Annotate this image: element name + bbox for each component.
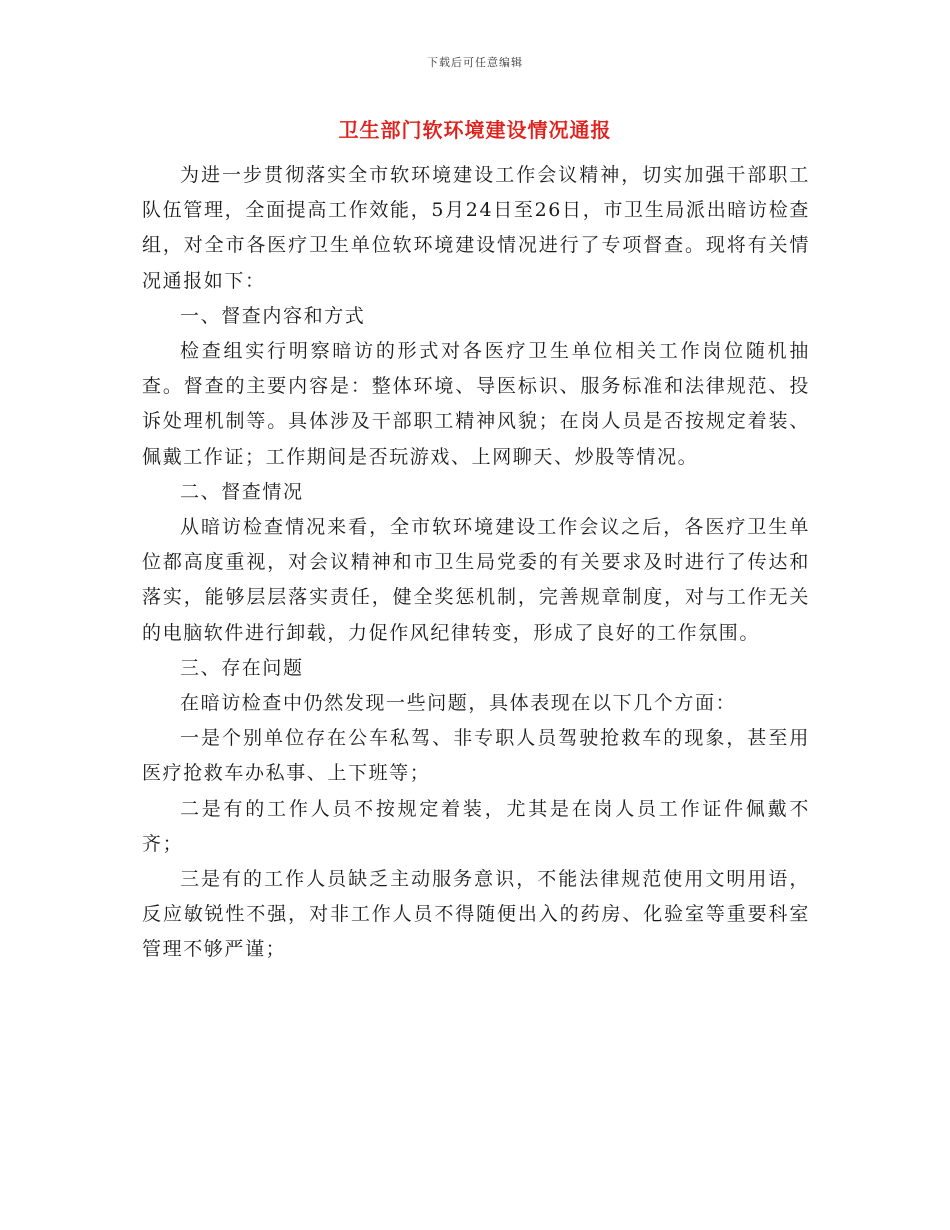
paragraph-problem-3: 三是有的工作人员缺乏主动服务意识，不能法律规范使用文明用语，反应敏锐性不强，对非工作人员不得随便出入的药房、化验室等重要科室管理不够严谨； [142,868,810,961]
paragraph-problems-intro: 在暗访检查中仍然发现一些问题，具体表现在以下几个方面： [180,692,737,715]
paragraph-intro: 为进一步贯彻落实全市软环境建设工作会议精神，切实加强干部职工队伍管理，全面提高工作效能，5月24日至26日，市卫生局派出暗访检查组，对全市各医疗卫生单位软环境建设情况进行了专项督查。现将有关情况通报如下： [142,164,810,292]
section-heading-2: 二、督查情况 [180,480,304,503]
paragraph-inspection-method: 检查组实行明察暗访的形式对各医疗卫生单位相关工作岗位随机抽查。督查的主要内容是：整体环境、导医标识、服务标准和法律规范、投诉处理机制等。具体涉及干部职工精神风貌；在岗人员是否按规定着装、佩戴工作证；工作期间是否玩游戏、上网聊天、炒股等情况。 [142,340,810,468]
document-title: 卫生部门软环境建设情况通报 [338,118,612,142]
paragraph-problem-1: 一是个别单位存在公车私驾、非专职人员驾驶抢救车的现象，甚至用医疗抢救车办私事、上下班等； [142,727,810,785]
section-heading-3: 三、存在问题 [180,656,304,679]
paragraph-inspection-status: 从暗访检查情况来看，全市软环境建设工作会议之后，各医疗卫生单位都高度重视，对会议精神和市卫生局党委的有关要求及时进行了传达和落实，能够层层落实责任，健全奖惩机制，完善规章制度，对与工作无关的电脑软件进行卸载，力促作风纪律转变，形成了良好的工作氛围。 [142,516,810,644]
header-note: 下载后可任意编辑 [427,56,523,69]
paragraph-problem-2: 二是有的工作人员不按规定着装，尤其是在岗人员工作证件佩戴不齐； [142,797,810,855]
section-heading-1: 一、督查内容和方式 [180,304,366,327]
document-body [142,158,810,968]
